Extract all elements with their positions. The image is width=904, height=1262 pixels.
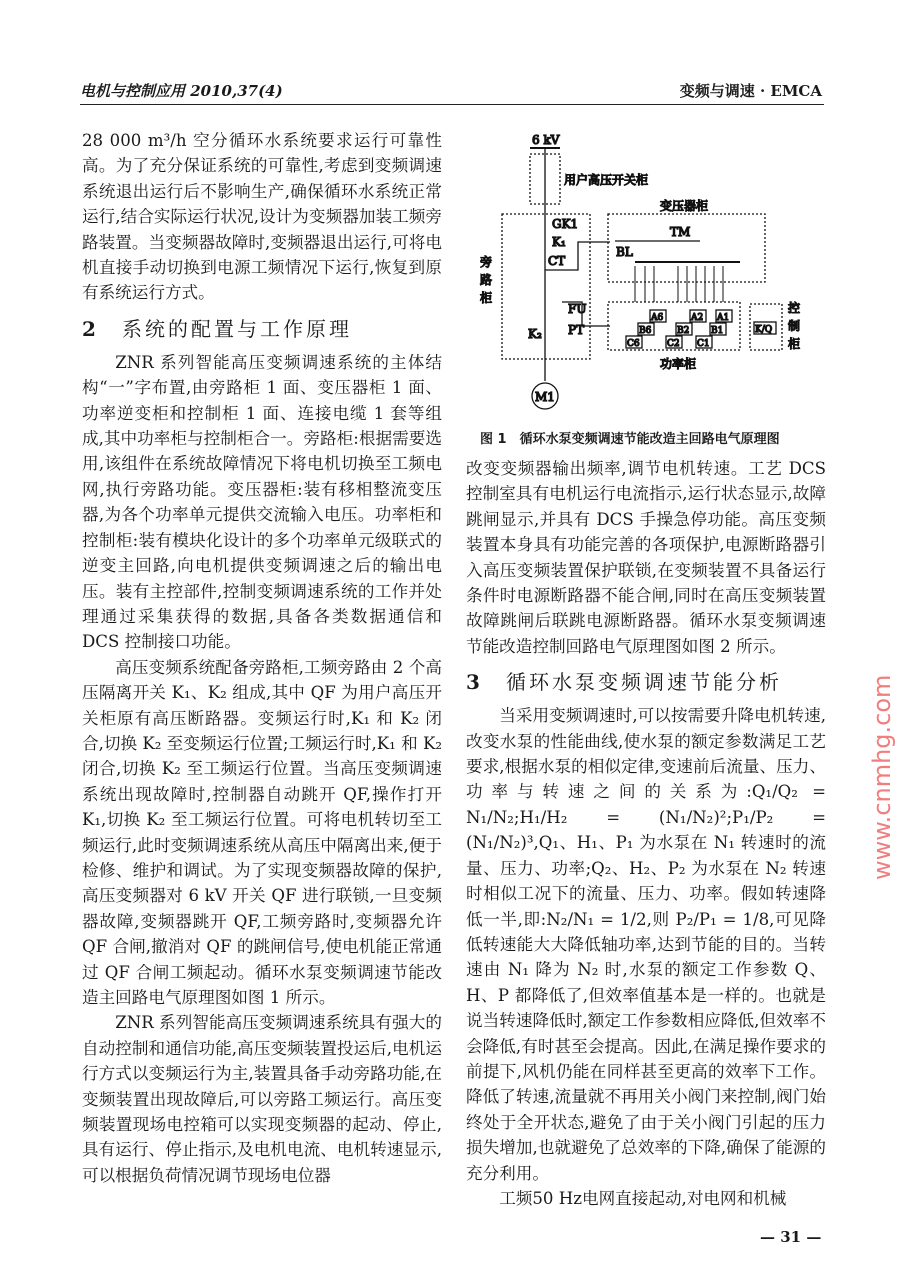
label-tm: TM bbox=[670, 225, 691, 239]
cell-b2: B2 bbox=[677, 326, 690, 336]
cell-a2: A2 bbox=[691, 313, 704, 323]
figure-caption: 图 1 循环水泵变频调速节能改造主回路电气原理图 bbox=[480, 432, 780, 447]
label-ct: CT bbox=[548, 254, 566, 268]
label-k1: K₁ bbox=[552, 235, 566, 249]
label-control-1: 控 bbox=[788, 301, 801, 315]
paragraph: 28 000 m³/h 空分循环水系统要求运行可靠性高。为了充分保证系统的可靠性,考虑到变频调速系统退出运行后不影响生产,确保循环水系统正常运行,结合实际运行状况,设计为变频器加装工频旁路装置。当变频器故障时,变频器退出运行,可将电机直接手动切换到电源工频情况下运行,恢复到原有系统运行方式。 bbox=[82, 131, 442, 303]
label-user-cabinet: 用户高压开关柜 bbox=[564, 173, 649, 187]
label-control-3: 柜 bbox=[788, 337, 801, 351]
section-heading-3 bbox=[466, 669, 826, 695]
label-bypass-2: 路 bbox=[480, 273, 493, 287]
cell-a6: A6 bbox=[651, 313, 664, 323]
section-header: 变频与调速 · EMCA bbox=[679, 82, 822, 100]
section-title: 系统的配置与工作原理 bbox=[122, 316, 352, 341]
cell-c1: C1 bbox=[697, 339, 710, 349]
watermark: www.cnmhg.com bbox=[868, 674, 896, 880]
label-kq: K/Q bbox=[755, 325, 773, 335]
label-bypass-3: 柜 bbox=[480, 291, 493, 305]
label-control-2: 制 bbox=[788, 319, 801, 333]
cell-c6: C6 bbox=[627, 339, 640, 349]
section-heading-2 bbox=[82, 316, 442, 342]
left-column bbox=[82, 128, 442, 1188]
section-number: 3 bbox=[466, 670, 483, 695]
label-pt: PT bbox=[568, 323, 585, 337]
paragraph: 改变变频器输出频率,调节电机转速。工艺 DCS 控制室具有电机运行电流指示,运行状态显示,故障跳闸显示,并具有 DCS 手操急停功能。高压变频装置本身具有功能完善的各项保护,电源断路器引入高压变频装置保护联锁,在变频装置不具备运行条件时电源断路器不能合闸,同时在高压变频装置故障跳闸后联跳电源断路器。循环水泵变频调速节能改造控制回路电气原理图如图 2 所示。 bbox=[466, 459, 826, 656]
paragraph: 工频50 Hz电网直接起动,对电网和机械 bbox=[499, 1188, 787, 1208]
label-gk1: GK1 bbox=[552, 217, 579, 231]
label-bl: BL bbox=[616, 245, 633, 259]
label-transformer-cabinet: 变压器柜 bbox=[660, 199, 709, 213]
label-power-cabinet: 功率柜 bbox=[660, 357, 697, 371]
journal-header: 电机与控制应用 2010,37(4) bbox=[80, 82, 283, 100]
cell-a1: A1 bbox=[717, 313, 730, 323]
label-bypass-1: 旁 bbox=[480, 255, 493, 269]
label-fu: FU bbox=[568, 302, 587, 316]
page-number: — 31 — bbox=[760, 1228, 822, 1246]
label-motor: M1 bbox=[535, 390, 555, 404]
paragraph: 当采用变频调速时,可以按需要升降电机转速,改变水泵的性能曲线,使水泵的额定参数满足工艺要求,根据水泵的相似定律,变速前后流量、压力、功率与转速之间的关系为:Q₁/Q₂ = N₁/N₂;H₁/H₂ = (N₁/N₂)²;P₁/P₂ = (N₁/N₂)³,Q₁、H₁、P₁ 为水泵在 N₁ 转速时的流量、压力、功率;Q₂、H₂、P₂ 为水泵在 N₂ 转速时相似工况下的流量、压力、功率。假如转速降低一半,即:N₂/N₁ = 1/2,则 P₂/P₁ = 1/8,可见降低转速能大大降低轴功率,达到节能的目的。当转速由 N₁ 降为 N₂ 时,水泵的额定工作参数 Q、H、P 都降低了,但效率值基本是一样的。也就是说当转速降低时,额定工作参数相应降低,但效率不会降低,有时甚至会提高。因此,在满足操作要求的前提下,风机仍能在同样甚至更高的效率下工作。降低了转速,流量就不再用关小阀门来控制,阀门始终处于全开状态,避免了由于关小阀门引起的压力损失增加,也就避免了总效率的下降,确保了能源的充分利用。 bbox=[466, 706, 826, 1183]
section-number: 2 bbox=[82, 316, 99, 341]
cell-b6: B6 bbox=[639, 326, 652, 336]
label-6kv: 6 kV bbox=[532, 133, 560, 147]
section-title: 循环水泵变频调速节能分析 bbox=[506, 670, 782, 695]
header-rule bbox=[80, 104, 824, 105]
cell-c2: C2 bbox=[667, 339, 680, 349]
figure-1-diagram bbox=[470, 126, 830, 426]
paragraph: ZNR 系列智能高压变频调速系统的主体结构“一”字布置,由旁路柜 1 面、变压器柜 1 面、功率逆变柜和控制柜 1 面、连接电缆 1 套等组成,其中功率柜与控制柜合一。旁路柜:根据需要选用,该组件在系统故障情况下将电机切换至工频电网,执行旁路功能。变压器柜:装有移相整流变压器,为各个功率单元提供交流输入电压。功率柜和控制柜:装有模块化设计的多个功率单元级联式的逆变主回路,向电机提供变频调速之后的输出电压。装有主控部件,控制变频调速系统的工作并处理通过采集获得的数据,具备各类数据通信和 DCS 控制接口功能。 bbox=[82, 352, 442, 652]
paragraph: 高压变频系统配备旁路柜,工频旁路由 2 个高压隔离开关 K₁、K₂ 组成,其中 QF 为用户高压开关柜原有高压断路器。变频运行时,K₁ 和 K₂ 闭合,切换 K₂ 至变频运行位置;工频运行时,K₁ 和 K₂ 闭合,切换 K₂ 至工频运行位置。当高压变频调速系统出现故障时,控制器自动跳开 QF,操作打开 K₁,切换 K₂ 至工频运行位置。可将电机转切至工频运行,此时变频调速系统从高压中隔离出来,便于检修、维护和调试。为了实现变频器故障的保护,高压变频器对 6 kV 开关 QF 进行联锁,一旦变频器故障,变频器跳开 QF,工频旁路时,变频器允许 QF 合闸,撤消对 QF 的跳闸信号,使电机能正常通过 QF 合闸工频起动。循环水泵变频调速节能改造主回路电气原理图如图 1 所示。 bbox=[82, 657, 442, 1007]
cell-b1: B1 bbox=[711, 326, 724, 336]
right-column bbox=[466, 456, 826, 1211]
label-k2: K₂ bbox=[528, 327, 542, 341]
paragraph: ZNR 系列智能高压变频调速系统具有强大的自动控制和通信功能,高压变频装置投运后,电机运行方式以变频运行为主,装置具备手动旁路功能,在变频装置出现故障后,可以旁路工频运行。高压变频装置现场电控箱可以实现变频器的起动、停止,具有运行、停止指示,及电机电流、电机转速显示,可以根据负荷情况调节现场电位器 bbox=[82, 1013, 442, 1185]
